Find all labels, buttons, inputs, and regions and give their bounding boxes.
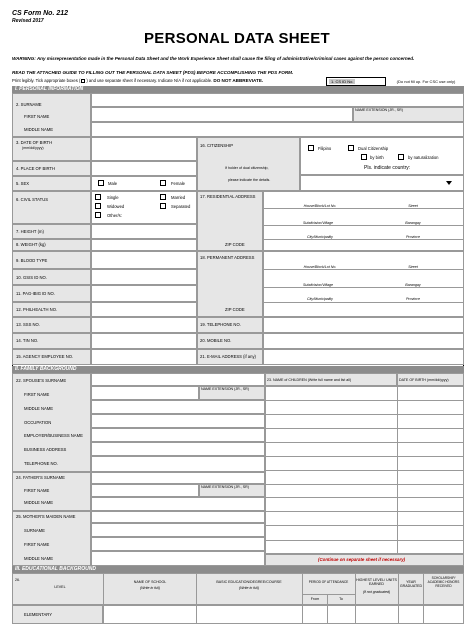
separated-checkbox[interactable] (160, 203, 166, 209)
civil-status-label: 6. CIVIL STATUS (16, 197, 49, 202)
sss-label: 13. SSS NO. (16, 322, 40, 327)
citizenship-label: 16. CITIZENSHIP (200, 143, 234, 148)
child-row-3 (265, 428, 464, 429)
residential-street: Street (408, 204, 418, 208)
period-divider (302, 594, 355, 595)
permanent-house: House/Block/Lot No. (303, 265, 337, 269)
agency-input[interactable] (91, 349, 197, 365)
filipino-label: Filipino (318, 146, 332, 151)
mother-surname-input[interactable] (91, 523, 265, 537)
child-row-11 (265, 540, 464, 541)
filipino-checkbox[interactable] (308, 145, 314, 151)
male-checkbox[interactable] (98, 180, 104, 186)
edu-period-header: PERIOD OF ATTENDANCE (308, 580, 349, 584)
csc-use-note: (Do not fill up. For CSC use only) (396, 79, 456, 84)
mother-maiden-label: 25. MOTHER'S MAIDEN NAME (16, 514, 76, 519)
surname-label: 2. SURNAME (16, 102, 42, 107)
print-legibly-a: Print legibly. Tick appropriate boxes ( (12, 78, 81, 83)
male-label: Male (108, 181, 118, 186)
residential-province: Province (406, 235, 420, 239)
female-checkbox[interactable] (160, 180, 166, 186)
residential-divider-1 (263, 208, 464, 209)
print-legibly-text (12, 78, 322, 83)
father-middle-name-input[interactable] (91, 497, 265, 511)
mother-middle-name-input[interactable] (91, 551, 265, 566)
spouse-first-name-label: FIRST NAME (24, 392, 50, 397)
spouse-occupation-label: OCCUPATION (24, 420, 52, 425)
child-row-4 (265, 442, 464, 443)
widowed-checkbox[interactable] (95, 203, 101, 209)
cs-id-field[interactable] (326, 77, 386, 86)
country-select[interactable] (300, 175, 464, 191)
surname-input[interactable] (91, 93, 464, 107)
dual-hint-2: please indicate the details. (228, 178, 271, 182)
child-row-2 (265, 414, 464, 415)
civil-status-label-cell (12, 191, 91, 224)
edu-highest-header: HIGHEST LEVEL/ UNITS EARNED (356, 578, 397, 586)
others-checkbox[interactable] (95, 212, 101, 218)
philhealth-input[interactable] (91, 302, 197, 317)
weight-label: 8. WEIGHT (kg) (16, 242, 46, 247)
blood-type-input[interactable] (91, 251, 197, 269)
spouse-telephone-input[interactable] (91, 456, 265, 472)
child-row-8 (265, 497, 464, 498)
edu-year-graduated-header: YEAR GRADUATED (399, 580, 423, 588)
first-name-label: FIRST NAME (24, 114, 50, 119)
weight-input[interactable] (91, 239, 197, 251)
children-label: 23. NAME of CHILDREN (Write full name and list all) (267, 378, 352, 382)
widowed-label: Widowed (107, 204, 125, 209)
permanent-street: Street (408, 265, 418, 269)
chevron-down-icon[interactable] (446, 181, 452, 185)
edu-to-header: To (339, 597, 343, 601)
married-label: Married (171, 195, 186, 200)
residential-city: City/Municipality (307, 235, 333, 239)
section-educational-background: III. EDUCATIONAL BACKGROUND (12, 566, 464, 573)
pagibig-input[interactable] (91, 285, 197, 302)
single-checkbox[interactable] (95, 194, 101, 200)
permanent-province: Province (406, 297, 420, 301)
child-row-5 (265, 456, 464, 457)
cs-id-label: 1. CS ID No. (331, 79, 354, 84)
by-birth-checkbox[interactable] (361, 154, 367, 160)
spouse-employer-label: EMPLOYER/BUSINESS NAME (24, 433, 83, 438)
middle-name-input[interactable] (91, 122, 464, 137)
page-title: PERSONAL DATA SHEET (144, 30, 330, 47)
female-label: Female (171, 181, 185, 186)
child-dob-label: DATE OF BIRTH (mm/dd/yyyy) (399, 378, 449, 382)
pls-indicate-country: Pls. indicate country: (364, 165, 411, 171)
email-input[interactable] (263, 349, 464, 365)
residential-divider-3 (263, 239, 464, 240)
first-name-input[interactable] (91, 107, 353, 122)
dob-label: 3. DATE OF BIRTH (16, 140, 53, 145)
permanent-subdivision: Subdivision/Village (302, 283, 334, 287)
child-row-10 (265, 525, 464, 526)
dual-hint-1: If holder of dual citizenship, (225, 166, 269, 170)
residential-label: 17. RESIDENTIAL ADDRESS (200, 194, 256, 199)
spouse-first-name-input[interactable] (91, 386, 199, 400)
read-guide-text: READ THE ATTACHED GUIDE TO FILLING OUT THE PERSONAL DATA SHEET (PDS) BEFORE ACCOMPLISHING THE PDS FORM. (12, 70, 294, 75)
by-naturalization-checkbox[interactable] (398, 154, 404, 160)
father-surname-label: 24. FATHER'S SURNAME (16, 475, 65, 480)
edu-course-sub: (Write in full) (238, 586, 260, 590)
pob-input[interactable] (91, 161, 197, 176)
mother-middle-name-label: MIDDLE NAME (24, 556, 54, 561)
by-naturalization-label: by naturalization (408, 155, 439, 160)
revision-date: Revised 2017 (12, 18, 44, 24)
continue-note: (Continue on separate sheet if necessary) (318, 557, 406, 562)
permanent-zip-label: ZIP CODE (225, 307, 245, 312)
father-middle-name-label: MIDDLE NAME (24, 500, 54, 505)
middle-name-label: MIDDLE NAME (24, 127, 54, 132)
spouse-business-address-input[interactable] (91, 442, 265, 456)
form-number: CS Form No. 212 (12, 10, 69, 17)
permanent-barangay: Barangay (405, 283, 421, 287)
agency-label: 15. AGENCY EMPLOYEE NO. (16, 354, 74, 359)
residential-subdivision: Subdivision/Village (302, 221, 334, 225)
gsis-input[interactable] (91, 269, 197, 285)
tin-input[interactable] (91, 333, 197, 349)
spouse-telephone-label: TELEPHONE NO. (24, 461, 58, 466)
spouse-surname-input[interactable] (91, 373, 265, 386)
tin-label: 14. TIN NO. (16, 338, 39, 343)
elementary-label: ELEMENTARY (24, 612, 53, 617)
edu-level-header: LEVEL (54, 585, 66, 589)
father-first-name-label: FIRST NAME (24, 488, 50, 493)
spouse-middle-name-input[interactable] (91, 400, 265, 414)
dob-format-label: (mm/dd/yyyy) (22, 146, 44, 150)
others-label: Other/s: (107, 213, 122, 218)
dual-citizenship-label: Dual Citizenship (358, 146, 389, 151)
permanent-divider-1 (263, 269, 464, 270)
residential-house: House/Block/Lot No. (303, 204, 337, 208)
residential-barangay: Barangay (405, 221, 421, 225)
gsis-label: 10. GSIS ID NO. (16, 275, 47, 280)
name-extension-label: NAME EXTENSION (JR., SR) (355, 108, 403, 112)
separated-label: Separated (171, 204, 191, 209)
spouse-name-extension-label: NAME EXTENSION (JR., SR) (201, 387, 249, 391)
father-surname-input[interactable] (91, 472, 265, 484)
edu-school-header: NAME OF SCHOOL (133, 580, 167, 584)
edu-number: 26. (15, 578, 20, 582)
print-legibly-b: ) and use separate sheet if necessary. Indicate N/A if not applicable. (86, 78, 213, 83)
permanent-label: 18. PERMANENT ADDRESS (200, 255, 255, 260)
mother-surname-label: SURNAME (24, 528, 45, 533)
by-birth-label: by birth (370, 155, 384, 160)
father-first-name-input[interactable] (91, 484, 199, 497)
email-label: 21. E-MAIL ADDRESS (if any) (200, 354, 256, 359)
residential-divider-2 (263, 225, 464, 226)
section-family-background: II. FAMILY BACKGROUND (12, 366, 464, 373)
blood-type-label: 9. BLOOD TYPE (16, 258, 48, 263)
telephone-label: 19. TELEPHONE NO. (200, 322, 241, 327)
spouse-surname-label: 22. SPOUSE'S SURNAME (16, 378, 67, 383)
edu-honors-header: SCHOLARSHIP/ ACADEMIC HONORS RECEIVED (427, 576, 460, 588)
permanent-divider-2 (263, 287, 464, 288)
father-name-extension-label: NAME EXTENSION (JR., SR) (201, 485, 249, 489)
sss-input[interactable] (91, 317, 197, 333)
married-checkbox[interactable] (160, 194, 166, 200)
mobile-input[interactable] (263, 333, 464, 349)
child-row-7 (265, 484, 464, 485)
do-not-abbreviate: DO NOT ABBREVIATE. (213, 78, 264, 83)
mother-maiden-input[interactable] (91, 511, 265, 523)
spouse-employer-input[interactable] (91, 428, 265, 442)
philhealth-label: 12. PHILHEALTH NO. (16, 307, 58, 312)
spouse-occupation-input[interactable] (91, 414, 265, 428)
section-personal-information: I. PERSONAL INFORMATION (12, 86, 464, 93)
residential-zip-label: ZIP CODE (225, 242, 245, 247)
tick-box-icon (81, 79, 85, 83)
dual-citizenship-checkbox[interactable] (348, 145, 354, 151)
mobile-label: 20. MOBILE NO. (200, 338, 232, 343)
pob-label: 4. PLACE OF BIRTH (16, 166, 56, 171)
sex-label: 5. SEX (16, 181, 30, 186)
mother-first-name-label: FIRST NAME (24, 542, 50, 547)
mother-first-name-input[interactable] (91, 537, 265, 551)
edu-course-header: BASIC EDUCATION/DEGREE/COURSE (216, 580, 282, 584)
telephone-input[interactable] (263, 317, 464, 333)
height-input[interactable] (91, 224, 197, 239)
edu-from-header: From (310, 597, 320, 601)
pagibig-label: 11. PAG-IBIG ID NO. (16, 291, 55, 296)
child-row-9 (265, 511, 464, 512)
spouse-business-address-label: BUSINESS ADDRESS (24, 447, 67, 452)
single-label: Single (107, 195, 119, 200)
permanent-divider-3 (263, 302, 464, 303)
edu-highest-sub: (if not graduated) (362, 590, 391, 594)
height-label: 7. HEIGHT (m) (16, 229, 44, 234)
child-row-1 (265, 400, 464, 401)
dob-input[interactable] (91, 137, 197, 161)
permanent-city: City/Municipality (307, 297, 333, 301)
elementary-row-input[interactable] (103, 605, 464, 624)
spouse-middle-name-label: MIDDLE NAME (24, 406, 54, 411)
child-row-6 (265, 470, 464, 471)
edu-school-sub: (Write in full) (139, 586, 161, 590)
warning-text: WARNING: Any misrepresentation made in the Personal Data Sheet and the Work Experience Sheet shall cause the filing of administrative/criminal cases against the person concerned. (12, 56, 415, 61)
